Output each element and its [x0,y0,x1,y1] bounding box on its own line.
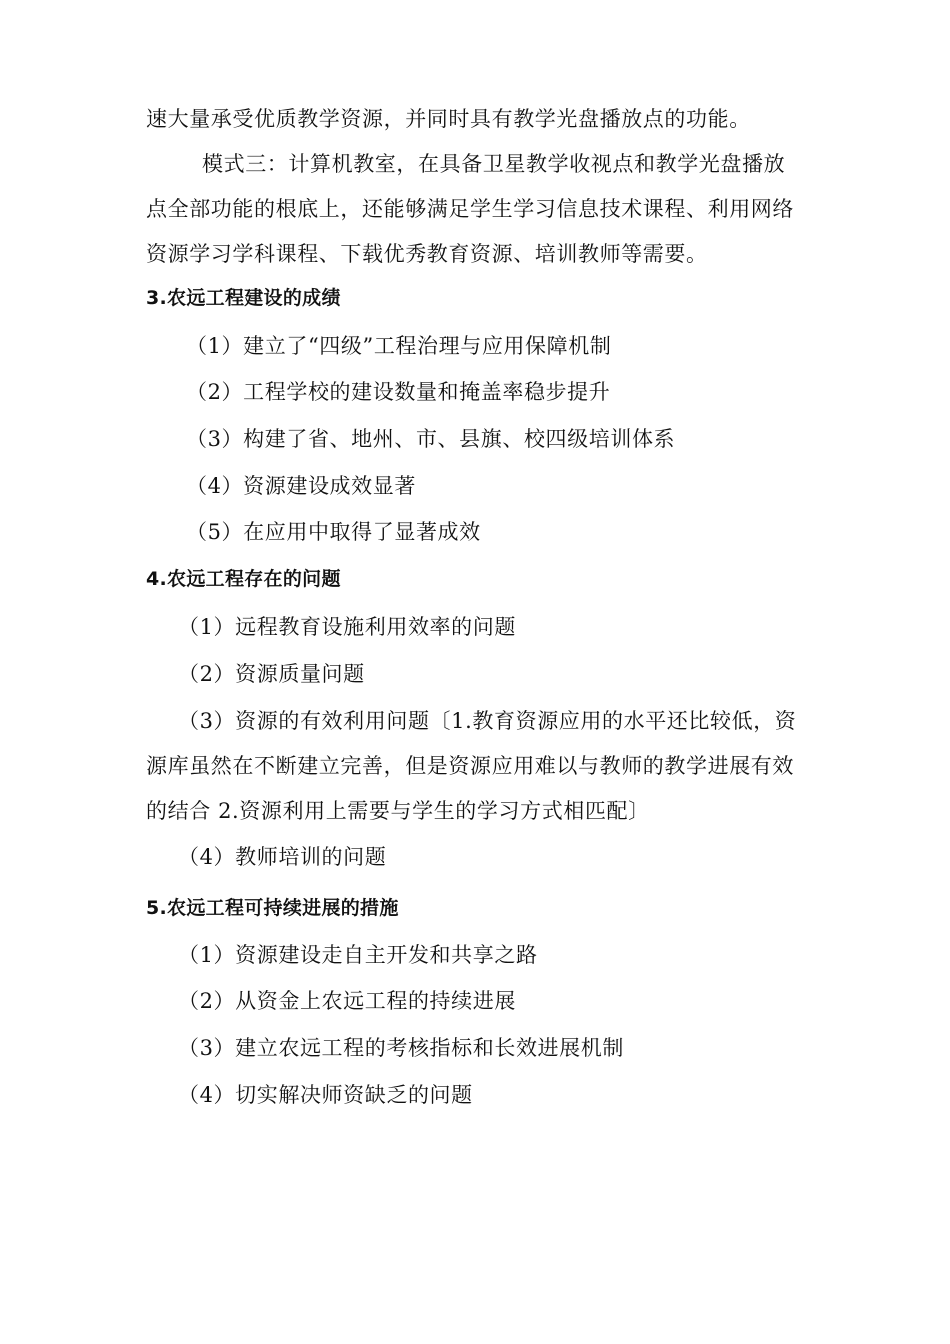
section-4-item: （2）资源质量问题 [178,662,365,686]
intro-line-4: 资源学习学科课程、下载优秀教育资源、培训教师等需要。 [146,242,708,266]
intro-line-2: 模式三：计算机教室，在具备卫星教学收视点和教学光盘播放 [202,152,786,176]
section-5-item: （4）切实解决师资缺乏的问题 [178,1083,473,1107]
section-3-item: （3）构建了省、地州、市、县旗、校四级培训体系 [186,427,676,451]
section-5-item: （1）资源建设走自主开发和共享之路 [178,943,538,967]
section-4-item: （1）远程教育设施利用效率的问题 [178,615,516,639]
section-5-item: （2）从资金上农远工程的持续进展 [178,989,516,1013]
intro-line-3: 点全部功能的根底上，还能够满足学生学习信息技术课程、利用网络 [146,197,794,221]
section-3-item: （2）工程学校的建设数量和掩盖率稳步提升 [186,380,611,404]
section-3-item: （1）建立了“四级”工程治理与应用保障机制 [186,334,612,358]
section-3-heading: 3.农远工程建设的成绩 [146,287,341,309]
section-5-heading: 5.农远工程可持续进展的措施 [146,897,399,919]
section-4-item: （3）资源的有效利用问题〔1.教育资源应用的水平还比较低，资 [178,709,797,733]
section-4-continuation: 的结合 2.资源利用上需要与学生的学习方式相匹配〕 [146,799,650,823]
section-4-continuation: 源库虽然在不断建立完善，但是资源应用难以与教师的教学进展有效 [146,754,794,778]
section-4-item: （4）教师培训的问题 [178,845,387,869]
section-3-item: （4）资源建设成效显著 [186,474,416,498]
section-5-item: （3）建立农远工程的考核指标和长效进展机制 [178,1036,624,1060]
intro-line-1: 速大量承受优质教学资源，并同时具有教学光盘播放点的功能。 [146,107,751,131]
section-3-item: （5）在应用中取得了显著成效 [186,520,481,544]
section-4-heading: 4.农远工程存在的问题 [146,568,341,590]
